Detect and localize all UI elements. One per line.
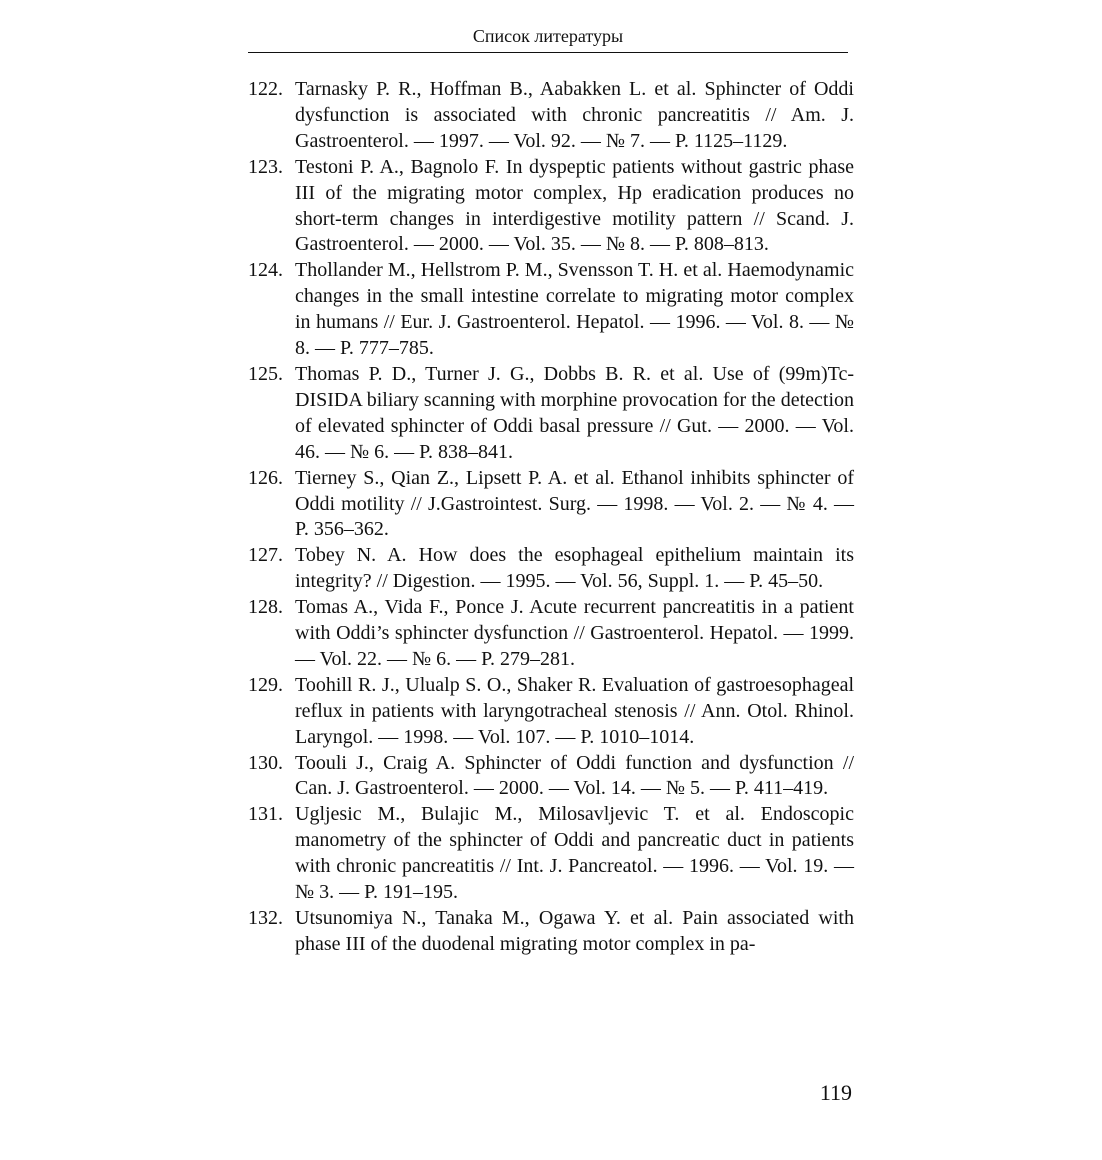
reference-text: Thollander M., Hellstrom P. M., Svensson T. H. et al. Haemodynamic changes in the small intestine correlate to migrating motor complex in humans // Eur. J. Gastroenterol. Hepatol. — 1996. — Vol. 8. — № 8. — P. 777–785.: [295, 259, 854, 360]
reference-number: 122.: [248, 78, 283, 100]
reference-item: [248, 258, 854, 362]
reference-number: 130.: [248, 751, 283, 774]
reference-text: Tobey N. A. How does the esophageal epithelium maintain its integrity? // Digestion. — 1995. — Vol. 56, Suppl. 1. — P. 45–50.: [295, 544, 854, 593]
reference-text: Toouli J., Craig A. Sphincter of Oddi function and dysfunction // Can. J. Gastroenterol. — 2000. — Vol. 14. — № 5. — P. 411–419.: [295, 751, 854, 800]
reference-number: 127.: [248, 544, 283, 567]
reference-number: 129.: [248, 673, 283, 696]
running-title: Список литературы: [472, 26, 624, 46]
reference-item: [248, 802, 854, 906]
reference-item: [248, 362, 854, 466]
reference-item: [248, 77, 854, 155]
reference-text: Ugljesic M., Bulajic M., Milosavljevic T. et al. Endoscopic manometry of the sphincter of Oddi and pancreatic duct in patients with chronic pancreatitis // Int. J. Pancreatol. — 1996. — Vol. 19. — № 3. — P. 191–195.: [295, 803, 854, 904]
reference-number: 126.: [248, 466, 283, 489]
reference-text: Tarnasky P. R., Hoffman B., Aabakken L. et al. Sphincter of Oddi dysfunction is associated with chronic pancreatitis // Am. J. Gastroenterol. — 1997. — Vol. 92. — № 7. — P. 1125–1129.: [295, 78, 854, 152]
reference-item: [248, 466, 854, 544]
reference-item: [248, 751, 854, 803]
reference-number: 128.: [248, 596, 283, 619]
reference-item: [248, 673, 854, 751]
reference-text: Thomas P. D., Turner J. G., Dobbs B. R. et al. Use of (99m)Tc-DISIDA biliary scanning with morphine provocation for the detection of elevated sphincter of Oddi basal pressure // Gut. — 2000. — Vol. 46. — № 6. — P. 838–841.: [295, 362, 854, 463]
reference-item: [248, 906, 854, 958]
reference-number: 124.: [248, 259, 283, 282]
page-number: 119: [819, 1080, 852, 1105]
reference-item: [248, 155, 854, 259]
reference-number: 123.: [248, 155, 283, 178]
header-rule: [248, 52, 848, 53]
reference-text: Tierney S., Qian Z., Lipsett P. A. et al. Ethanol inhibits sphincter of Oddi motility // J.Gastrointest. Surg. — 1998. — Vol. 2. — № 4. — P. 356–362.: [295, 466, 854, 541]
reference-text: Testoni P. A., Bagnolo F. In dyspeptic patients without gastric phase III of the migrating motor complex, Hp eradication produces no short-term changes in interdigestive motility pattern // Scand. J. Gastroenterol. — 2000. — Vol. 35. — № 8. — P. 808–813.: [295, 155, 854, 256]
reference-number: 125.: [248, 362, 283, 385]
reference-item: [248, 543, 854, 595]
reference-list: [248, 77, 854, 958]
reference-number: 132.: [248, 907, 283, 929]
reference-text: Toohill R. J., Ulualp S. O., Shaker R. Evaluation of gastroesophageal reflux in patients with laryngotracheal stenosis // Ann. Otol. Rhinol. Laryngol. — 1998. — Vol. 107. — P. 1010–1014.: [295, 673, 854, 748]
reference-text: Utsunomiya N., Tanaka M., Ogawa Y. et al. Pain associated with phase III of the duodenal migrating motor complex in pa-: [295, 907, 854, 955]
reference-number: 131.: [248, 803, 283, 826]
reference-text: Tomas A., Vida F., Ponce J. Acute recurrent pancreatitis in a patient with Oddi’s sphincter dysfunction // Gastroenterol. Hepatol. — 1999. — Vol. 22. — № 6. — P. 279–281.: [295, 596, 854, 670]
reference-item: [248, 595, 854, 673]
